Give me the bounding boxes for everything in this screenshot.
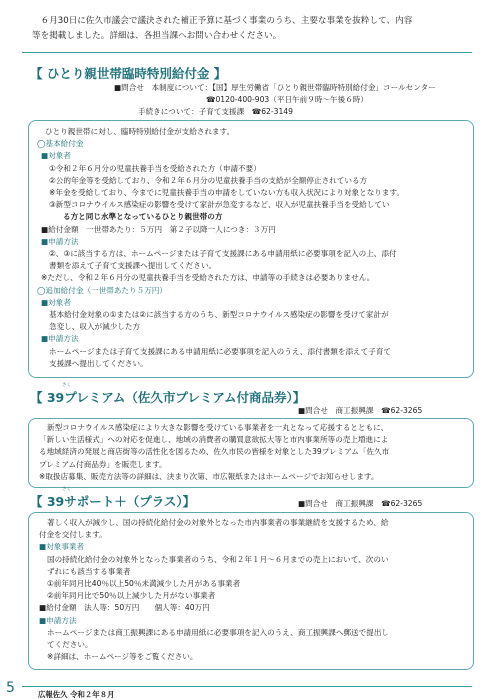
text-line: ※詳細は、ホームページ等をご覧ください。 — [47, 652, 198, 662]
ruby-text: さく — [62, 383, 71, 388]
text-line: 著しく収入が減少し、国の持続化給付金の対象外となった市内事業者の事業継続を支援するため、給 — [47, 518, 389, 527]
text-line: 急変し、収入が減少した方 — [49, 322, 141, 332]
heading: ◯基本給付金 — [37, 139, 84, 149]
text-line: ずれにも該当する事業者 — [47, 566, 131, 576]
text-line: ②公的年金等を受給しており、令和２年６月分の児童扶養手当の支給が全額停止されている方 — [49, 175, 368, 185]
text-line: 支援課へ提出してください。 — [49, 358, 148, 368]
ruby-text: さく — [62, 487, 71, 492]
contact-procedure: 手続きについて：子育て支援課 ☎62-3149 — [138, 107, 293, 116]
text-line: ①前年同月比40％以上50％未満減少した月がある事業者 — [47, 579, 241, 589]
contact-line: ■問合せ 商工振興課 ☎62-3265 — [298, 406, 423, 415]
text-line: 「新しい生活様式」への対応を促進し、地域の消費者の購買意欲拡大等と市内事業所等の売上増進によ — [39, 435, 389, 445]
divider — [22, 686, 472, 687]
text-line: 新型コロナウイルス感染症により大きな影響を受けている事業者を一丸となって応援するとともに、 — [47, 423, 389, 432]
info-box — [28, 418, 474, 488]
text-line: 国の持続化給付金の対象外となった事業者のうち、令和２年１月～６月までの売上において、次のい — [47, 554, 389, 564]
text-line: ホームページまたは商工振興課にある申請用紙に必要事項を記入のうえ、商工振興課へ郵送で提出し — [47, 627, 390, 637]
text-line: 付金を交付します。 — [39, 530, 107, 540]
contact-phone: ☎0120-400-903（平日午前９時～午後６時） — [206, 95, 368, 104]
footer — [0, 674, 494, 700]
text-line: ■給付金額 法人等：50万円 個人等：40万円 — [39, 603, 210, 613]
text-line: ひとり親世帯に対し、臨時特別給付金が支給されます。 — [45, 127, 235, 136]
text-line: ②、③に該当する方は、ホームページまたは子育て支援課にある申請用紙に必要事項を記入の上、添付 — [49, 249, 397, 259]
text-line: ※年金を受給しており、今までに児童扶養手当の申請をしていない方も収入状況により対象となります。 — [49, 188, 405, 198]
text-line: ③新型コロナウイルス感染症の影響を受けて家計が急変するなど、収入が児童扶養手当を受給してい — [49, 200, 390, 210]
text-line: ■給付金額 一世帯あたり：５万円 第２子以降一人につき：３万円 — [41, 224, 276, 234]
section-title: 【 39プレミアム（佐久市プレミアム付商品券）】 — [30, 390, 306, 405]
heading: ■対象者 — [41, 151, 71, 161]
heading: ■申請方法 — [41, 334, 79, 344]
heading: ■対象事業者 — [39, 542, 85, 552]
heading: ■対象者 — [41, 297, 71, 307]
text-line: ①令和２年６月分の児童扶養手当を受給された方（申請不要） — [49, 163, 261, 173]
text-line: 基本給付金対象の①または②に該当する方のうち、新型コロナウイルス感染症の影響を受けて家計が — [49, 310, 389, 320]
intro-line: 等を掲載しました。詳細は、各担当課へお問い合わせください。 — [32, 31, 282, 41]
heading: ◯追加給付金（一世帯あたり５万円） — [37, 285, 167, 295]
text-line: ②前年同月比で50％以上減少した月がない事業者 — [47, 591, 216, 601]
heading: ■申請方法 — [41, 236, 79, 246]
contact-line: ■問合せ 商工振興課 ☎62-3265 — [298, 499, 423, 508]
contact-line: ■問合せ 本制度について：【国】厚生労働省「ひとり親世帯臨時特別給付金」コールセンター — [114, 83, 436, 92]
text-line: る方と同じ水準となっているひとり親世帯の方 — [63, 212, 223, 222]
divider — [22, 52, 472, 53]
info-box — [28, 512, 474, 670]
intro-text — [32, 14, 472, 44]
text-line: ※取扱店募集、販売方法等の詳細は、決まり次第、市広報紙またはホームページでお知らせします。 — [39, 471, 379, 481]
page-number: 5 — [6, 680, 15, 696]
intro-line: ６月30日に佐久市議会で議決された補正予算に基づく事業のうち、主要な事業を抜粋して、内容 — [32, 16, 413, 26]
text-line: プレミアム付商品券」を販売します。 — [39, 459, 167, 469]
section-title: 【 39サポート＋（プラス）】 — [30, 494, 196, 509]
text-line: ホームページまたは子育て支援課にある申請用紙に必要事項を記入のうえ、添付書類を添えて子育て — [49, 346, 392, 356]
text-line: 書類を添えて子育て支援課へ提出してください。 — [49, 261, 217, 271]
text-line: る地域経済の発展と商店街等の活性化を図るため、佐久市民の皆様を対象とした39プレミアム「佐久市 — [39, 447, 390, 457]
publication-name: 広報佐久 令和２年８月 — [38, 690, 115, 699]
text-line: てください。 — [47, 640, 93, 650]
info-box — [28, 120, 474, 378]
section-title: 【 ひとり親世帯臨時特別給付金 】 — [30, 66, 227, 81]
text-line: ※ただし、令和２年６月分の児童扶養手当を受給された方は、申請等の手続きは必要ありません。 — [41, 273, 375, 283]
heading: ■申請方法 — [39, 615, 77, 625]
